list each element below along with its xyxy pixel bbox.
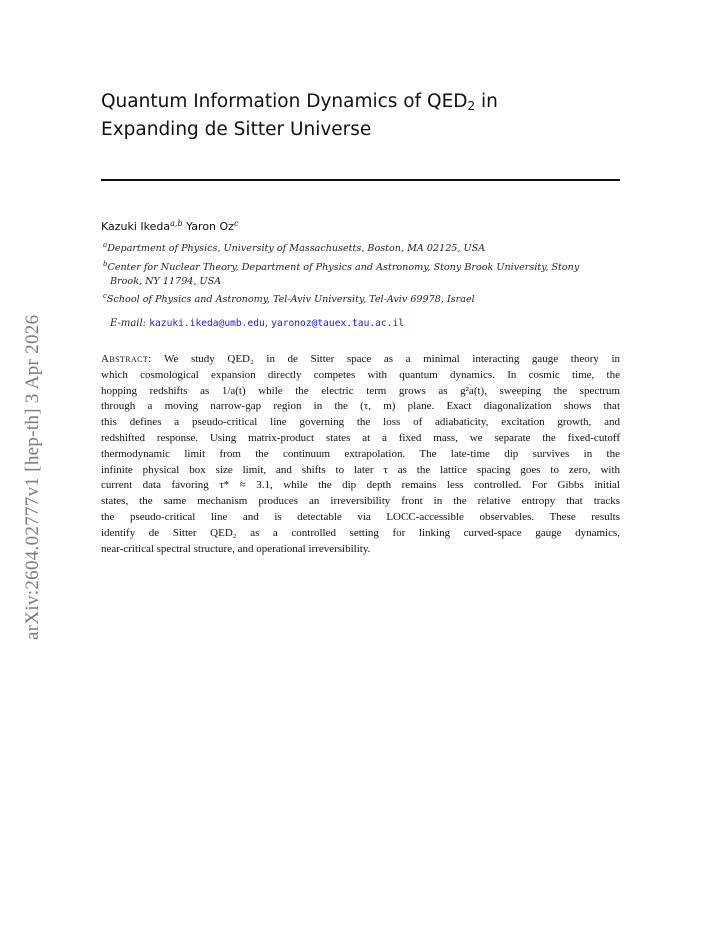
abstract-line: redshifted response. Using matrix-product states at a fixed mass, we separate the fixed-cutoff [101, 431, 620, 444]
title-subscript: 2 [467, 99, 476, 113]
abstract-line: infinite physical box size limit, and shifts to later τ as the lattice spacing goes to zero, with [101, 463, 620, 476]
affiliation-mark: b [103, 260, 108, 268]
author-list [101, 220, 238, 233]
email-label: E-mail: [110, 318, 147, 329]
author-name: Yaron Oz [186, 220, 234, 233]
affiliation-mark: a [103, 241, 108, 249]
abstract-line: this defines a pseudo-critical line governing the loss of adiabaticity, excitation growth, and [101, 416, 620, 429]
affiliation-text: Department of Physics, University of Massachusetts, Boston, MA 02125, USA [107, 243, 486, 254]
email-link-ikeda[interactable]: kazuki.ikeda@umb.edu [149, 318, 265, 329]
abstract-line: states, the same mechanism produces an irreversibility front in the relative entropy that tracks [101, 495, 620, 508]
title-line2: Expanding de Sitter Universe [101, 119, 372, 140]
affiliation-b [103, 261, 621, 289]
abstract-line-text: We study QED₂ in de Sitter space as a minimal interacting gauge theory in [164, 353, 620, 365]
abstract-line: hopping redshifts as 1/a(t) while the electric term grows as g²a(t), sweeping the spectrum [101, 384, 620, 397]
abstract-heading: Abstract: [101, 353, 152, 365]
abstract-line: identify de Sitter QED₂ as a controlled setting for linking curved-space gauge dynamics, [101, 526, 620, 539]
abstract-line: current data favoring τ* ≈ 3.1, while the dip depth remains less controlled. For Gibbs initial [101, 479, 620, 492]
affiliation-text: Center for Nuclear Theory, Department of Physics and Astronomy, Stony Brook University, Stony [107, 262, 580, 273]
affiliation-text: School of Physics and Astronomy, Tel-Aviv University, Tel-Aviv 69978, Israel [106, 294, 475, 305]
title-line1-text: Quantum Information Dynamics of QED [101, 91, 468, 112]
arxiv-side-stamp: arXiv:2604.02777v1 [hep-th] 3 Apr 2026 [22, 314, 43, 640]
title-rule [101, 179, 620, 181]
affiliation-c [103, 293, 621, 307]
email-link-oz[interactable]: yaronoz@tauex.tau.ac.il [271, 318, 405, 329]
email-separator: , [264, 318, 268, 329]
affiliation-mark: c [103, 292, 107, 300]
author-affiliation-mark: c [233, 219, 239, 228]
abstract-line: which cosmological expansion directly competes with quantum dynamics. In cosmic time, the [101, 368, 620, 381]
title-line1-end: in [475, 91, 498, 112]
affiliation-a [103, 242, 621, 256]
abstract [101, 352, 620, 557]
abstract-line [101, 352, 620, 368]
abstract-line: the pseudo-critical line and is detectable via LOCC-accessible observables. These results [101, 510, 620, 523]
author-affiliation-mark: a,b [170, 219, 183, 228]
abstract-line: thermodynamic limit from the continuum extrapolation. The late-time dip survives in the [101, 447, 620, 460]
abstract-line: through a moving narrow-gap region in the (τ, m) plane. Exact diagonalization shows that [101, 400, 620, 413]
paper-title [101, 88, 621, 144]
email-line [110, 318, 404, 329]
affiliation-text-continued: Brook, NY 11794, USA [110, 276, 222, 287]
author-name: Kazuki Ikeda [101, 220, 171, 233]
abstract-line: near-critical spectral structure, and operational irreversibility. [101, 542, 371, 555]
